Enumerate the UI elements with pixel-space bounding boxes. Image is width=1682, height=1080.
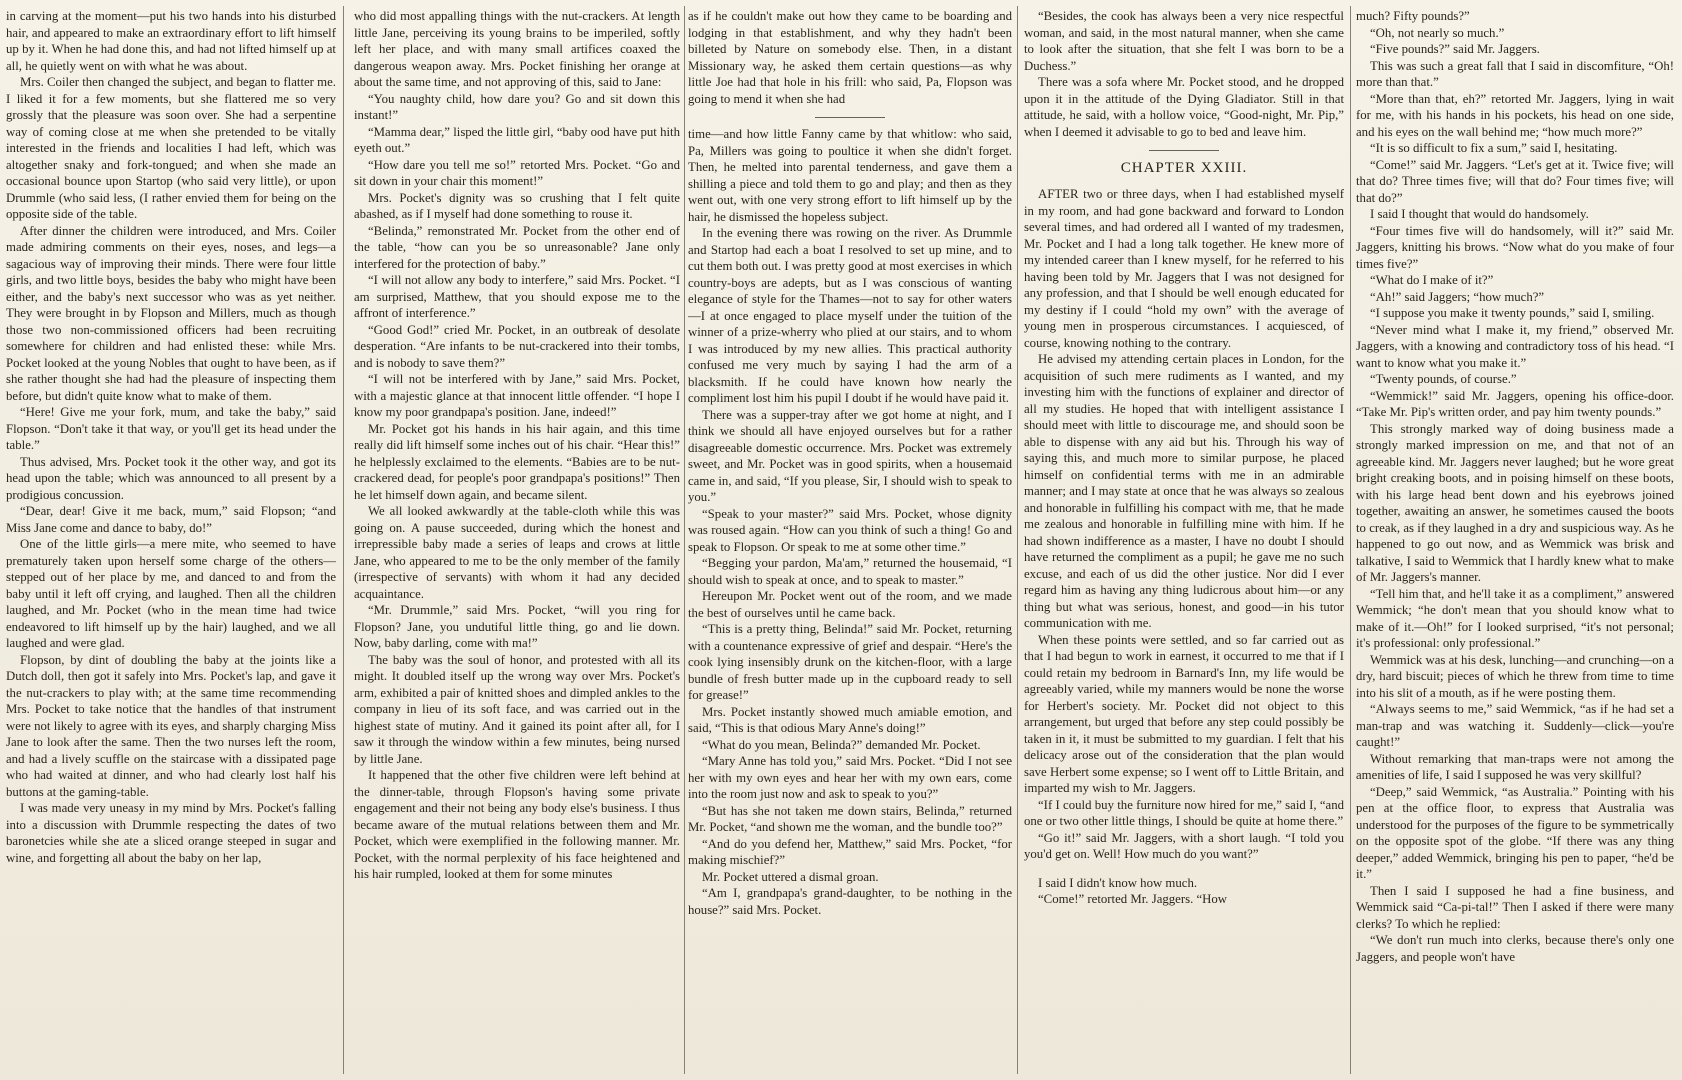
paragraph: “Never mind what I make it, my friend,” observed Mr. Jaggers, with a knowing and contradictory toss of his head. “I want to know what you make it.” <box>1356 322 1674 370</box>
paragraph: “Mary Anne has told you,” said Mrs. Pocket. “Did I not see her with my own eyes and hear her with my own ears, come into the room just now and ask to speak to you?” <box>688 754 1012 801</box>
paragraph: After dinner the children were introduced, and Mrs. Coiler made admiring comments on their eyes, noses, and legs—a sagacious way of improving their minds. There were four little girls, and two little boys, besides the baby who might have been either, and the baby's next successor who was as yet neither. They were brought in by Flopson and Millers, much as though those two non-commissioned officers had been recruiting somewhere for children and had enlisted these: while Mrs. Pocket looked at the young Nobles that ought to have been, as if she rather thought she had had the pleasure of inspecting them before, but didn't quite know what to make of them. <box>6 223 336 403</box>
paragraph: “What do I make of it?” <box>1370 273 1494 287</box>
paragraph: Flopson, by dint of doubling the baby at the joints like a Dutch doll, then got it safely into Mrs. Pocket's lap, and gave it the nut-crackers to play with; at the same time recommending Mrs. Pocket to take notice that the handles of that instrument were not likely to agree with its eyes, and sharply charging Miss Jane to look after the same. Then the two nurses left the room, and had a lively scuffle on the staircase with a dissipated page who had waited at dinner, and who had clearly lost half his buttons at the gaming-table. <box>6 652 336 799</box>
paragraph: I said I thought that would do handsomely. <box>1370 207 1589 221</box>
paragraph: “If I could buy the furniture now hired for me,” said I, “and one or two other little things, I should be quite at home there.” <box>1024 797 1344 829</box>
paragraph: I said I didn't know how much. <box>1038 875 1198 890</box>
paragraph: “Oh, not nearly so much.” <box>1370 25 1505 40</box>
paragraph: Thus advised, Mrs. Pocket took it the other way, and got its head upon the table; which was announced to all present by a prodigious concussion. <box>6 454 336 502</box>
column-rule <box>1017 6 1018 1074</box>
paragraph: “More than that, eh?” retorted Mr. Jaggers, lying in wait for me, with his hands in his pockets, his head on one side, and his eyes on the wall behind me; “how much more?” <box>1356 91 1674 139</box>
paragraph: “Dear, dear! Give it me back, mum,” said Flopson; “and Miss Jane come and dance to baby, do!” <box>6 504 336 535</box>
section-divider <box>815 117 885 118</box>
paragraph: Mr. Pocket got his hands in his hair again, and this time really did lift himself some inches out of his chair. “Hear this!” he helplessly exclaimed to the elements. “Babies are to be nut-crackered dead, for people's poor grandpapa's positions!” Then he let himself down again, and became silent. <box>354 421 680 502</box>
paragraph: “Twenty pounds, of course.” <box>1370 372 1517 386</box>
paragraph: “You naughty child, how dare you? Go and sit down this instant!” <box>354 91 680 122</box>
paragraph: This strongly marked way of doing business made a strongly marked impression on me, and that not of an agreeable kind. Mr. Jaggers never laughed; but he wore great bright creaking boots, and in poising himself on these boots, with his large head bent down and his eyebrows joined together, awaiting an answer, he sometimes caused the boots to creak, as if they laughed in a dry and suspicious way. As he happened to go out now, and as Wemmick was brisk and talkative, I said to Wemmick that I hardly knew what to make of Mr. Jaggers's manner. <box>1356 421 1674 584</box>
paragraph: “And do you defend her, Matthew,” said Mrs. Pocket, “for making mischief?” <box>688 836 1012 867</box>
column-rule <box>1350 6 1351 1074</box>
column-rule <box>684 6 685 1074</box>
paragraph: There was a sofa where Mr. Pocket stood, and he dropped upon it in the attitude of the Dying Gladiator. Still in that attitude, he said, with a hollow voice, “Good-night, Mr. Pip,” when I deemed it advisable to go to bed and leave him. <box>1024 75 1344 139</box>
paragraph: He advised my attending certain places in London, for the acquisition of such mere rudiments as I wanted, and my investing him with the functions of explainer and director of all my studies. He hoped that with intelligent assistance I should meet with little to discourage me, and should soon be able to dispense with any aid but his. Through his way of saying this, and much more to similar purpose, he placed himself on confidential terms with me in an admirable manner; and I may state at once that he was always so zealous and honorable in fulfilling his compact with me, that he made me zealous and honorable in fulfilling mine with him. If he had shown indifference as a master, I have no doubt I should have returned the compliment as a pupil; he gave me no such excuse, and each of us did the other justice. Nor did I ever regard him as having any thing ludicrous about him—or any thing but what was serious, honest, and good—in his tutor communication with me. <box>1024 352 1344 631</box>
paragraph: “Am I, grandpapa's grand-daughter, to be nothing in the house?” said Mrs. Pocket. <box>688 886 1012 917</box>
paragraph: “Good God!” cried Mr. Pocket, in an outbreak of desolate desperation. “Are infants to be nut-crackered into their tombs, and is nobody to save them?” <box>354 322 680 370</box>
paragraph: “Here! Give me your fork, mum, and take the baby,” said Flopson. “Don't take it that way, or you'll get its head under the table.” <box>6 405 336 452</box>
paragraph: “How dare you tell me so!” retorted Mrs. Pocket. “Go and sit down in your chair this moment!” <box>354 157 680 188</box>
paragraph: “Mr. Drummle,” said Mrs. Pocket, “will you ring for Flopson? Jane, you undutiful little thing, go and lie down. Now, baby darling, come with ma!” <box>354 603 680 650</box>
paragraph: It happened that the other five children were left behind at the dinner-table, through Flopson's having some private engagement and their not being any body else's business. I thus became aware of the mutual relations between them and Mr. Pocket, which were exemplified in the following manner. Mr. Pocket, with the normal perplexity of his face heightened and his hair rumpled, looked at them for some minutes <box>354 768 680 881</box>
chapter-heading: CHAPTER XXIII. <box>1120 160 1248 176</box>
text-column-2 <box>354 8 680 1074</box>
paragraph: “Speak to your master?” said Mrs. Pocket, whose dignity was roused again. “How can you think of such a thing! Go and speak to Flopson. Or speak to me at some other time.” <box>688 506 1012 554</box>
text-column-4 <box>1024 8 1344 1074</box>
paragraph: When these points were settled, and so far carried out as that I had begun to work in earnest, it occurred to me that if I could retain my bedroom in Barnard's Inn, my life would be agreeably varied, while my manners would be none the worse for Herbert's society. Mr. Pocket did not object to this arrangement, but urged that before any step could possibly be taken in it, it must be submitted to my guardian. I felt that his delicacy arose out of the consideration that the plan would save Herbert some expense; so I went off to Little Britain, and imparted my wish to Mr. Jaggers. <box>1024 632 1344 796</box>
paragraph: “What do you mean, Belinda?” demanded Mr. Pocket. <box>702 737 981 752</box>
chapter-rule <box>1149 150 1219 151</box>
paragraph: This was such a great fall that I said in discomfiture, “Oh! more than that.” <box>1356 58 1674 89</box>
paragraph: as if he couldn't make out how they came to be boarding and lodging in that establishment, and why they hadn't been billeted by Nature on somebody else. Then, in a distant Missionary way, he asked them certain questions—as why little Joe had that hole in his frill: who said, Pa, Flopson was going to mend it when she had <box>688 9 1012 106</box>
paragraph: Mrs. Coiler then changed the subject, and began to flatter me. I liked it for a few moments, but she flattered me so very grossly that the pleasure was soon over. She had a serpentine way of coming close at me when she pretended to be vitally interested in the friends and localities I had left, which was altogether snaky and fork-tongued; and when she made an occasional bounce upon Startop (who said very little), or upon Drummle (who said less, (I rather envied them for being on the opposite side of the table. <box>6 75 336 221</box>
paragraph: “But has she not taken me down stairs, Belinda,” returned Mr. Pocket, “and shown me the woman, and the bundle too?” <box>688 803 1012 834</box>
paragraph: Then I said I supposed he had a fine business, and Wemmick said “Ca-pi-tal!” Then I asked if there were many clerks? To which he replied: <box>1356 883 1674 931</box>
paragraph: Without remarking that man-traps were not among the amenities of life, I said I supposed he was very skillful? <box>1356 751 1674 782</box>
paragraph: Wemmick was at his desk, lunching—and crunching—on a dry, hard biscuit; pieces of which he threw from time to time into his slit of a mouth, as if he were posting them. <box>1356 652 1674 700</box>
paragraph: “It is so difficult to fix a sum,” said I, hesitating. <box>1370 141 1618 155</box>
paragraph: I was made very uneasy in my mind by Mrs. Pocket's falling into a discussion with Drummle respecting the dates of two baronetcies while she ate a sliced orange steeped in sugar and wine, and forgetting all about the baby on her lap, <box>6 801 336 865</box>
paragraph: “Always seems to me,” said Wemmick, “as if he had set a man-trap and was watching it. Suddenly—click—you're caught!” <box>1356 702 1674 749</box>
paragraph: much? Fifty pounds?” <box>1356 9 1470 23</box>
paragraph: “Ah!” said Jaggers; “how much?” <box>1370 289 1545 304</box>
paragraph: “Five pounds?” said Mr. Jaggers. <box>1370 42 1540 56</box>
paragraph: “Besides, the cook has always been a very nice respectful woman, and said, in the most natural manner, when she came to look after the situation, that she felt I was born to be a Duchess.” <box>1024 9 1344 73</box>
column-rule <box>343 6 344 1074</box>
paragraph: Mrs. Pocket's dignity was so crushing that I felt quite abashed, as if I myself had done something to rouse it. <box>354 190 680 221</box>
paragraph: “Go it!” said Mr. Jaggers, with a short laugh. “I told you you'd get on. Well! How much do you want?” <box>1024 830 1344 862</box>
paragraph: One of the little girls—a mere mite, who seemed to have prematurely taken upon herself some charge of the others—stepped out of her place by me, and danced to and from the baby until it left off crying, and laughed. Then all the children laughed, and Mr. Pocket (who in the mean time had twice endeavored to lift himself up by the hair) laughed, and we all laughed and were glad. <box>6 537 336 650</box>
paragraph: “Begging your pardon, Ma'am,” returned the housemaid, “I should wish to speak at once, and to speak to master.” <box>688 556 1012 587</box>
paragraph: “Mamma dear,” lisped the little girl, “baby ood have put hith eyeth out.” <box>354 124 680 155</box>
text-column-3 <box>688 8 1012 1074</box>
paragraph: “I will not allow any body to interfere,” said Mrs. Pocket. “I am surprised, Matthew, that you should expose me to the affront of interference.” <box>354 273 680 320</box>
paragraph: “Come!” said Mr. Jaggers. “Let's get at it. Twice five; will that do? Three times five; will that do? Four times five; will that do?” <box>1356 157 1674 205</box>
paragraph: “I suppose you make it twenty pounds,” said I, smiling. <box>1370 306 1655 320</box>
paragraph: “Come!” retorted Mr. Jaggers. “How <box>1038 892 1228 907</box>
paragraph: Hereupon Mr. Pocket went out of the room, and we made the best of ourselves until he came back. <box>688 589 1012 620</box>
paragraph: “Tell him that, and he'll take it as a compliment,” answered Wemmick; “he don't mean that you should know what to make of it.—Oh!” for I looked surprised, “it's not personal; it's professional: only professional.” <box>1356 586 1674 650</box>
paragraph: “Deep,” said Wemmick, “as Australia.” Pointing with his pen at the office floor, to express that Australia was understood for the purposes of the figure to be symmetrically on the opposite spot of the globe. “If there was any thing deeper,” added Wemmick, bringing his pen to paper, “he'd be it.” <box>1356 784 1674 881</box>
paragraph: “This is a pretty thing, Belinda!” said Mr. Pocket, returning with a countenance expressive of grief and despair. “Here's the cook lying insensibly drunk on the kitchen-floor, with a large bundle of fresh butter made up in the cupboard ready to sell for grease!” <box>688 622 1012 702</box>
paragraph: “I will not be interfered with by Jane,” said Mrs. Pocket, with a majestic glance at that innocent little offender. “I hope I know my poor grandpapa's position. Jane, indeed!” <box>354 372 680 419</box>
paragraph: “Wemmick!” said Mr. Jaggers, opening his office-door. “Take Mr. Pip's written order, and pay him twenty pounds.” <box>1356 388 1674 419</box>
paragraph: who did most appalling things with the nut-crackers. At length little Jane, perceiving its young brains to be imperiled, softly left her place, and with many small artifices coaxed the dangerous weapon away. Mrs. Pocket finishing her orange at about the same time, and not approving of this, said to Jane: <box>354 9 680 89</box>
paragraph: The baby was the soul of honor, and protested with all its might. It doubled itself up the wrong way over Mrs. Pocket's arm, exhibited a pair of knitted shoes and dimpled ankles to the company in lieu of its soft face, and was carried out in the highest state of mutiny. And it gained its point after all, for I saw it through the window within a few minutes, being nursed by little Jane. <box>354 652 680 766</box>
paragraph: In the evening there was rowing on the river. As Drummle and Startop had each a boat I resolved to set up mine, and to cut them both out. I was pretty good at most exercises in which country-boys are adepts, but as I was conscious of wanting elegance of style for the Thames—not to say for other waters—I at once engaged to place myself under the tuition of the winner of a prize-wherry who plied at our stairs, and to whom I was introduced by my new allies. This practical authority confused me very much by saying I had the arm of a blacksmith. If he could have known how nearly the compliment lost him his pupil I doubt if he would have paid it. <box>688 226 1012 405</box>
spacer <box>1024 863 1344 875</box>
paragraph: Mr. Pocket uttered a dismal groan. <box>702 869 879 884</box>
paragraph: “Belinda,” remonstrated Mr. Pocket from the other end of the table, “how can you be so unreasonable? Jane only interfered for the protection of baby.” <box>354 223 680 271</box>
paragraph: time—and how little Fanny came by that whitlow: who said, Pa, Millers was going to poultice it when she didn't forget. Then, he melted into parental tenderness, and gave them a shilling a piece and told them to go and play; and then as they went out, with one very strong effort to lift himself up by the hair, he dismissed the hopeless subject. <box>688 127 1012 224</box>
paragraph: We all looked awkwardly at the table-cloth while this was going on. A pause succeeded, during which the honest and irrepressible baby made a series of leaps and crows at little Jane, who appeared to me to be the only member of the family (irrespective of servants) with whom it had any decided acquaintance. <box>354 504 680 601</box>
paragraph: “We don't run much into clerks, because there's only one Jaggers, and people won't have <box>1356 933 1674 964</box>
paragraph: There was a supper-tray after we got home at night, and I think we should all have enjoyed ourselves but for a rather disagreeable domestic occurrence. Mrs. Pocket was extremely sweet, and Mr. Pocket was in good spirits, when a housemaid came in, and said, “If you please, Sir, I should wish to speak to you.” <box>688 407 1012 504</box>
text-column-1 <box>6 8 336 1074</box>
text-column-5 <box>1356 8 1674 1074</box>
paragraph: “Four times five will do handsomely, will it?” said Mr. Jaggers, knitting his brows. “Now what do you make of four times five?” <box>1356 223 1674 271</box>
paragraph: AFTER two or three days, when I had established myself in my room, and had gone backward and forward to London several times, and had ordered all I wanted of my tradesmen, Mr. Pocket and I had a long talk together. He knew more of my intended career than I knew myself, for he referred to his having been told by Mr. Jaggers that I was not designed for any profession, and that I should be well enough educated for my destiny if I could “hold my own” with the average of young men in prosperous circumstances. I acquiesced, of course, knowing nothing to the contrary. <box>1024 187 1344 350</box>
paragraph: Mrs. Pocket instantly showed much amiable emotion, and said, “This is that odious Mary Anne's doing!” <box>688 704 1012 735</box>
paragraph: in carving at the moment—put his two hands into his disturbed hair, and appeared to make an extraordinary effort to lift himself up by it. When he had done this, and had not lifted himself up at all, he quietly went on with what he was about. <box>6 9 336 73</box>
